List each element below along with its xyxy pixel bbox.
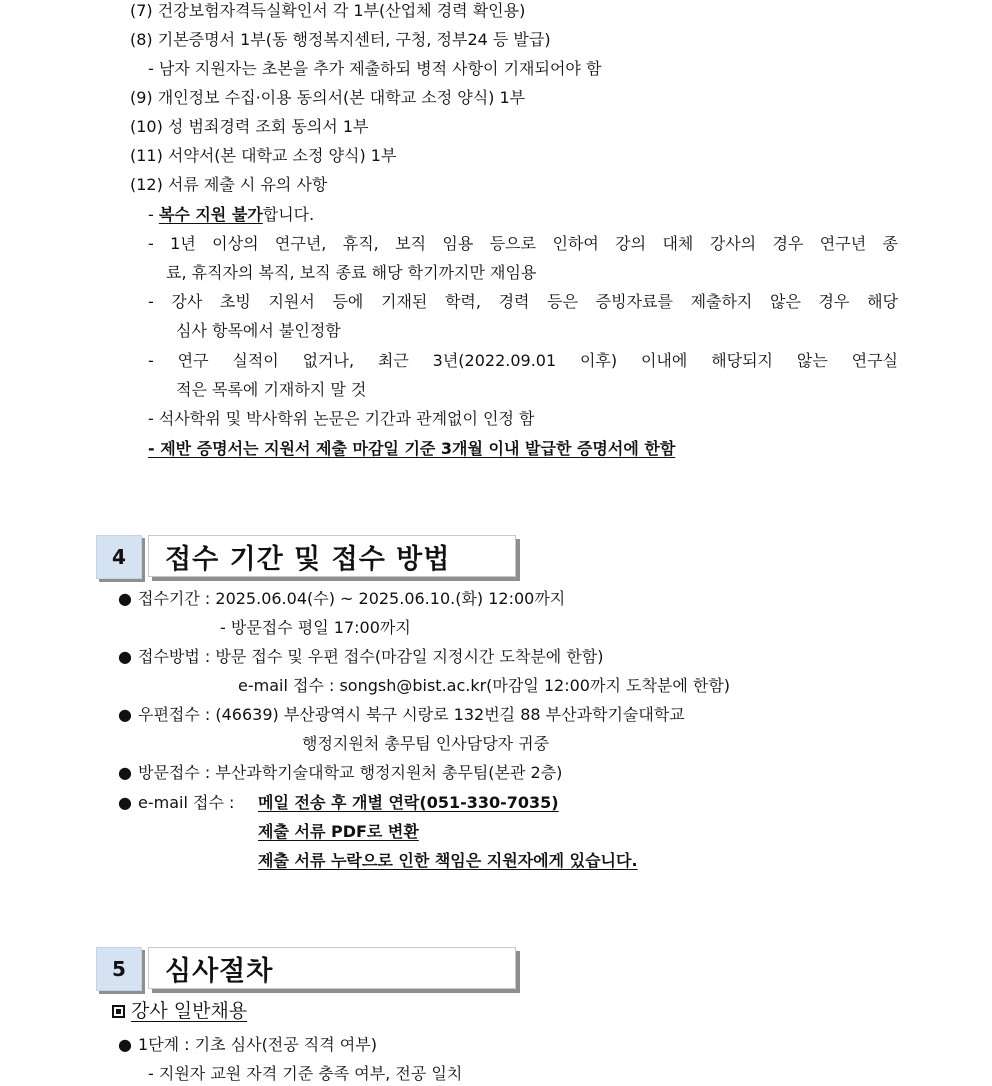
email-reception-note-responsibility: 제출 서류 누락으로 인한 책임은 지원자에게 있습니다.	[258, 851, 638, 870]
note-emphasis: 복수 지원 불가	[158, 205, 263, 224]
reception-period-visit: - 방문접수 평일 17:00까지	[220, 618, 411, 637]
list-item-8-note: - 남자 지원자는 초본을 추가 제출하되 병적 사항이 기재되어야 함	[148, 59, 602, 78]
note-rest: 합니다.	[262, 205, 315, 224]
section-4-title: 접수 기간 및 접수 방법	[148, 535, 516, 577]
bullet-icon: ●	[118, 793, 132, 812]
email-reception-label: e-mail 접수 :	[138, 793, 235, 812]
note-evidence-line2: 심사 항목에서 불인정함	[176, 321, 341, 340]
reception-period: 접수기간 : 2025.06.04(수) ~ 2025.06.10.(화) 12:00까지	[138, 589, 566, 608]
stage-1: 1단계 : 기초 심사(전공 직격 여부)	[138, 1035, 377, 1054]
note-sabbatical-line1: - 1년 이상의 연구년, 휴직, 보직 임용 등으로 인하여 강의 대체 강사의 경우 연구년 종	[148, 234, 898, 253]
bullet-icon: ●	[118, 647, 132, 666]
stage-1-note: - 지원자 교원 자격 기준 충족 여부, 전공 일치	[148, 1064, 463, 1083]
note-degree-thesis: - 석사학위 및 박사학위 논문은 기간과 관계없이 인정 함	[148, 409, 535, 428]
bullet-icon: ●	[118, 589, 132, 608]
section-4-header	[96, 535, 528, 579]
bullet-icon: ●	[118, 705, 132, 724]
sub-heading-label: 강사 일반채용	[131, 1000, 248, 1022]
note-certificate-validity: - 제반 증명서는 지원서 제출 마감일 기준 3개월 이내 발급한 증명서에 한함	[148, 439, 676, 458]
postal-reception: 우편접수 : (46639) 부산광역시 북구 시랑로 132번길 88 부산과학기술대학교	[138, 705, 685, 724]
reception-method: 접수방법 : 방문 접수 및 우편 접수(마감일 지정시간 도착분에 한함)	[138, 647, 604, 666]
list-item-10: (10) 성 범죄경력 조회 동의서 1부	[130, 117, 369, 136]
note-evidence-line1: - 강사 초빙 지원서 등에 기재된 학력, 경력 등은 증빙자료를 제출하지 않은 경우 해당	[148, 292, 898, 311]
postal-reception-recipient: 행정지원처 총무팀 인사담당자 귀중	[302, 734, 550, 753]
list-item-12: (12) 서류 제출 시 유의 사항	[130, 175, 328, 194]
list-item-8: (8) 기본증명서 1부(동 행정복지센터, 구청, 정부24 등 발급)	[130, 30, 551, 49]
note-sabbatical-line2: 료, 휴직자의 복직, 보직 종료 해당 학기까지만 재임용	[166, 263, 537, 282]
email-reception-note-contact: 메일 전송 후 개별 연락(051-330-7035)	[258, 793, 559, 812]
sub-heading	[112, 998, 247, 1024]
note-multiple-application	[148, 204, 314, 226]
section-5-number: 5	[96, 947, 142, 991]
bullet-icon: ●	[118, 763, 132, 782]
email-reception-note-pdf: 제출 서류 PDF로 변환	[258, 822, 419, 841]
note-research-line1: - 연구 실적이 없거나, 최근 3년(2022.09.01 이후) 이내에 해당되지 않는 연구실	[148, 351, 898, 370]
bullet-icon: ●	[118, 1035, 132, 1054]
note-dash: -	[148, 205, 159, 224]
visit-reception: 방문접수 : 부산과학기술대학교 행정지원처 총무팀(본관 2층)	[138, 763, 563, 782]
filled-square-icon	[112, 1005, 125, 1018]
list-item-11: (11) 서약서(본 대학교 소정 양식) 1부	[130, 146, 397, 165]
note-research-line2: 적은 목록에 기재하지 말 것	[176, 380, 367, 399]
list-item-7: (7) 건강보험자격득실확인서 각 1부(산업체 경력 확인용)	[130, 1, 526, 20]
list-item-9: (9) 개인정보 수집·이용 동의서(본 대학교 소정 양식) 1부	[130, 88, 526, 107]
section-4-number: 4	[96, 535, 142, 579]
section-5-title: 심사절차	[148, 947, 516, 989]
section-5-header	[96, 947, 528, 991]
reception-method-email: e-mail 접수 : songsh@bist.ac.kr(마감일 12:00까지 도착분에 한함)	[238, 676, 731, 695]
